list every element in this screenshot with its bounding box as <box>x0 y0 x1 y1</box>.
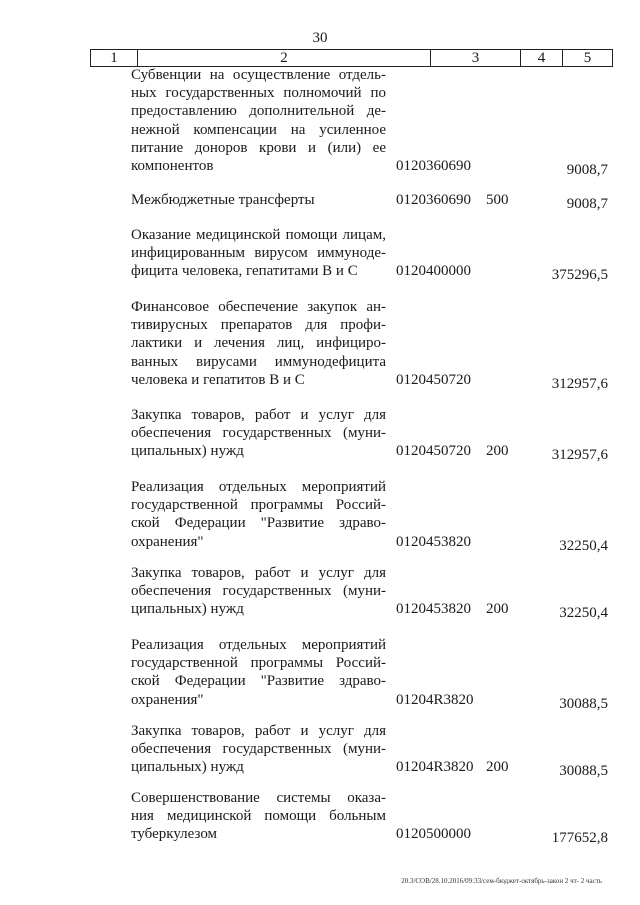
description-line: Межбюджетные трансферты <box>131 192 315 208</box>
page-number: 30 <box>312 30 328 46</box>
description-line: компонентов <box>131 158 214 175</box>
row-amount: 32250,4 <box>559 605 608 622</box>
description-line: Реализация отдельных мероприятий <box>131 637 386 653</box>
description-line: Закупка товаров, работ и услуг для <box>131 723 386 739</box>
description-line: предоставлению дополнительной де- <box>131 103 386 120</box>
description-line: человека и гепатитов B и C <box>131 371 305 388</box>
description-line: Совершенствование системы оказа- <box>131 790 386 806</box>
description-line: ской Федерации "Развитие здраво- <box>131 673 386 690</box>
description-line: инфицированным вирусом иммуноде- <box>131 245 386 262</box>
description-line: туберкулезом <box>131 826 218 843</box>
description-line: ния медицинской помощи больным <box>131 808 386 825</box>
row-target-code: 0120360690 <box>396 192 471 208</box>
description-line: государственной программы Россий- <box>131 655 386 672</box>
row-target-code: 0120360690 <box>396 158 471 174</box>
description-line: государственной программы Россий- <box>131 497 386 514</box>
row-description <box>131 406 386 461</box>
row-description <box>131 722 386 777</box>
row-expense-type: 200 <box>486 443 509 460</box>
description-line: питание доноров крови и (или) ее <box>131 139 386 156</box>
row-target-code: 0120450720 <box>396 371 471 388</box>
row-amount: 312957,6 <box>551 447 608 464</box>
description-line: фицита человека, гепатитами B и C <box>131 263 358 280</box>
description-line: Финансовое обеспечение закупок ан- <box>131 299 386 315</box>
column-number-5: 5 <box>563 50 613 67</box>
row-target-code: 0120400000 <box>396 263 471 280</box>
row-amount: 30088,5 <box>559 763 608 780</box>
table-header-row <box>90 49 613 67</box>
footer-note: 20.3/СОВ/28.10.2016/09:33/сем-бюджет-октябрь-закон 2 чт- 2 часть <box>401 877 602 885</box>
description-line: тивирусных препаратов для профи- <box>131 317 386 334</box>
description-line: охранения" <box>131 533 204 550</box>
description-line: ципальных) нужд <box>131 759 244 776</box>
description-line: обеспечения государственных (муни- <box>131 583 386 600</box>
row-target-code: 01204R3820 <box>396 759 474 776</box>
row-amount: 9008,7 <box>566 162 608 178</box>
row-description <box>131 564 386 619</box>
row-description <box>131 789 386 844</box>
row-amount: 9008,7 <box>566 196 608 212</box>
row-amount: 375296,5 <box>551 267 608 284</box>
description-line: охранения" <box>131 691 204 708</box>
row-target-code: 0120450720 <box>396 443 471 460</box>
description-line: ской Федерации "Развитие здраво- <box>131 515 386 532</box>
column-number-4: 4 <box>521 50 563 67</box>
description-line: Оказание медицинской помощи лицам, <box>131 227 386 243</box>
row-target-code: 01204R3820 <box>396 691 474 708</box>
row-description <box>131 636 386 709</box>
description-line: Закупка товаров, работ и услуг для <box>131 407 386 423</box>
row-description <box>131 478 386 551</box>
row-description <box>131 191 386 209</box>
row-target-code: 0120453820 <box>396 533 471 550</box>
row-expense-type: 200 <box>486 601 509 618</box>
column-number-2: 2 <box>138 50 431 67</box>
row-target-code: 0120500000 <box>396 826 471 843</box>
row-description <box>131 66 386 175</box>
row-target-code: 0120453820 <box>396 601 471 618</box>
description-line: Реализация отдельных мероприятий <box>131 479 386 495</box>
description-line: ванных вирусами иммунодефицита <box>131 353 386 370</box>
description-line: Субвенции на осуществление отдель- <box>131 67 386 83</box>
description-line: нежной компенсации на усиленное <box>131 121 386 138</box>
description-line: обеспечения государственных (муни- <box>131 741 386 758</box>
description-line: обеспечения государственных (муни- <box>131 425 386 442</box>
row-amount: 30088,5 <box>559 695 608 712</box>
description-line: лактики и лечения лиц, инфициро- <box>131 335 386 352</box>
column-number-3: 3 <box>431 50 521 67</box>
column-number-1: 1 <box>91 50 138 67</box>
description-line: Закупка товаров, работ и услуг для <box>131 565 386 581</box>
row-expense-type: 200 <box>486 759 509 776</box>
row-description <box>131 298 386 389</box>
row-amount: 32250,4 <box>559 537 608 554</box>
row-description <box>131 226 386 281</box>
row-amount: 312957,6 <box>551 375 608 392</box>
description-line: ципальных) нужд <box>131 601 244 618</box>
row-amount: 177652,8 <box>551 830 608 847</box>
description-line: ных государственных полномочий по <box>131 85 386 102</box>
row-expense-type: 500 <box>486 192 509 208</box>
description-line: ципальных) нужд <box>131 443 244 460</box>
